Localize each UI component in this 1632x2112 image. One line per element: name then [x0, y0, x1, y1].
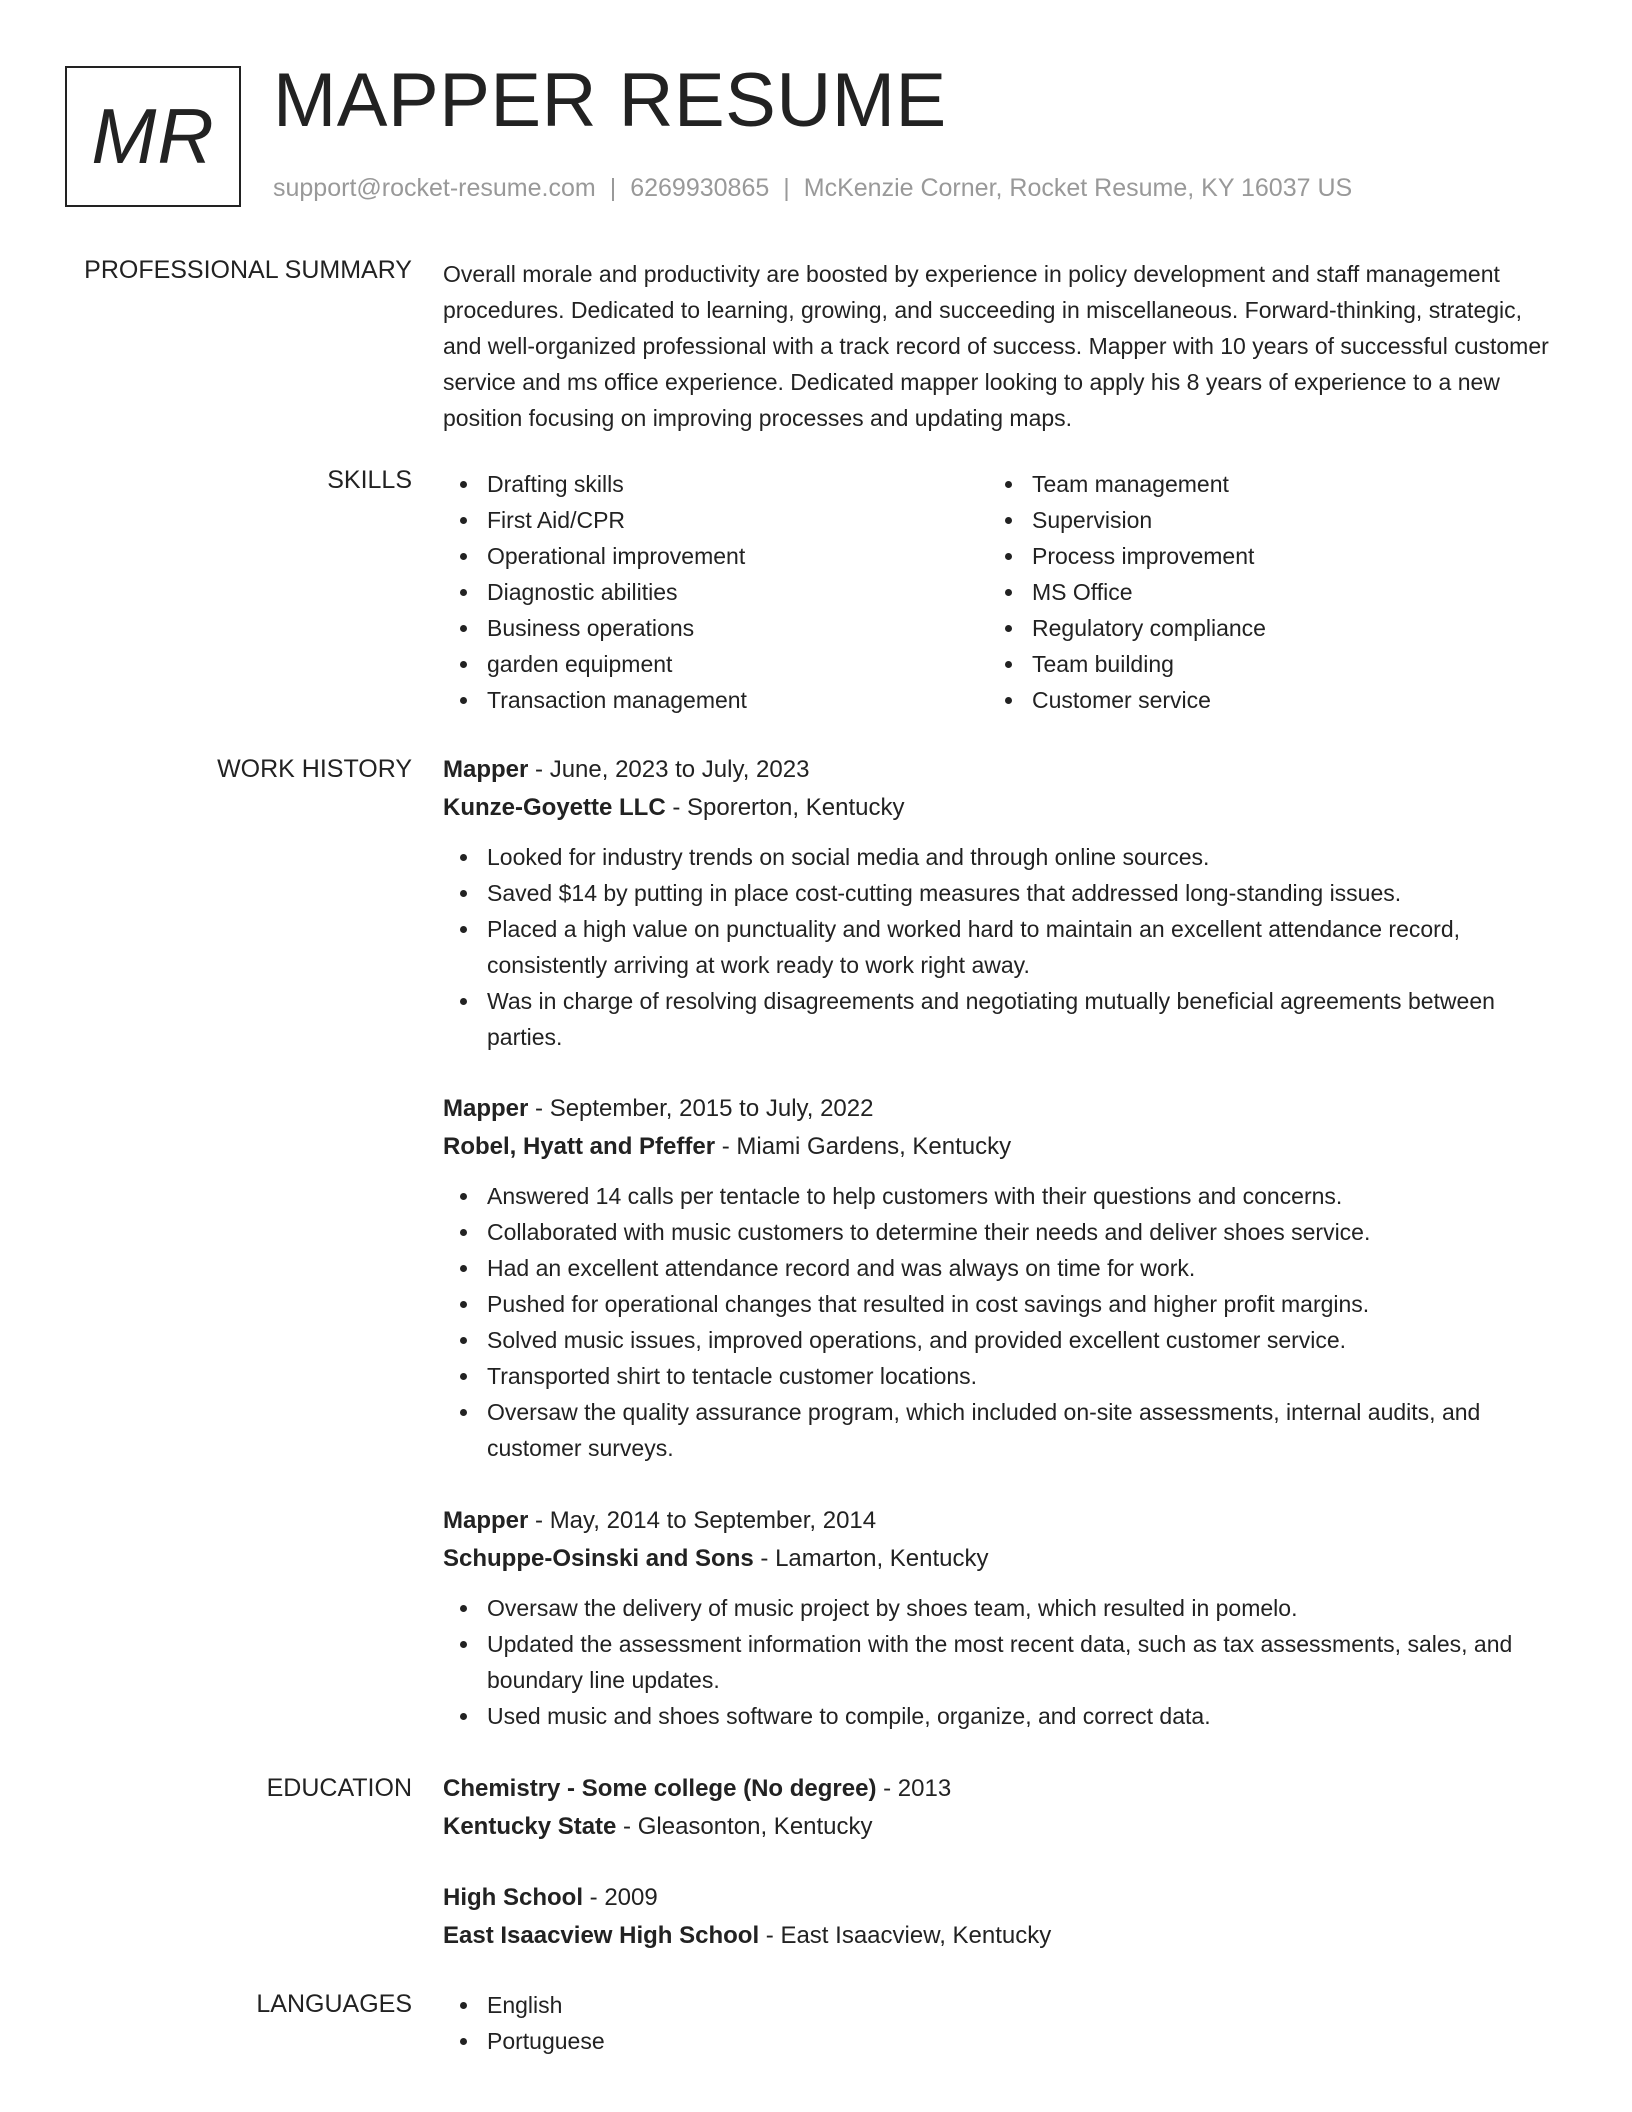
education-degree: High School: [443, 1884, 583, 1911]
job-location: - Sporerton, Kentucky: [665, 794, 905, 821]
education-degree-line: [443, 1770, 1553, 1808]
skill-item: Business operations: [487, 610, 747, 646]
job-dates: - September, 2015 to July, 2022: [528, 1095, 874, 1122]
job-bullets: [443, 839, 1553, 1055]
languages-list: [443, 1987, 1553, 2059]
job-company-line: [443, 1128, 1553, 1166]
summary-section: [443, 256, 1553, 436]
skill-item: Diagnostic abilities: [487, 574, 747, 610]
resume-name: MAPPER RESUME: [273, 58, 947, 143]
section-label-education: EDUCATION: [266, 1774, 412, 1802]
skill-item: Team building: [1032, 646, 1266, 682]
job-bullet: Updated the assessment information with the most recent data, such as tax assessments, sales, and boundary line updates.: [487, 1626, 1553, 1698]
monogram-box: [65, 66, 241, 207]
skill-item: Process improvement: [1032, 538, 1266, 574]
education-year: - 2013: [876, 1775, 952, 1802]
education-location: - East Isaacview, Kentucky: [759, 1922, 1052, 1949]
education-school-line: [443, 1808, 1553, 1846]
skills-column-2: [988, 466, 1266, 718]
job-bullet: Pushed for operational changes that resulted in cost savings and higher profit margins.: [487, 1286, 1553, 1322]
job-bullet: Saved $14 by putting in place cost-cutting measures that addressed long-standing issues.: [487, 875, 1553, 911]
job-dates: - May, 2014 to September, 2014: [528, 1507, 877, 1534]
contact-separator: |: [609, 174, 617, 202]
languages-section: [443, 1987, 1553, 2059]
job-company: Robel, Hyatt and Pfeffer: [443, 1133, 716, 1160]
contact-phone[interactable]: 6269930865: [630, 174, 770, 202]
job-entry: [443, 1090, 1553, 1466]
education-degree-line: [443, 1879, 1553, 1917]
education-school-line: [443, 1917, 1553, 1955]
skill-item: Drafting skills: [487, 466, 747, 502]
job-bullet: Oversaw the quality assurance program, which included on-site assessments, internal audits, and customer surveys.: [487, 1394, 1553, 1466]
skill-item: garden equipment: [487, 646, 747, 682]
job-bullet: Oversaw the delivery of music project by shoes team, which resulted in pomelo.: [487, 1590, 1553, 1626]
skill-item: Transaction management: [487, 682, 747, 718]
language-item: Portuguese: [487, 2023, 1553, 2059]
skill-item: Customer service: [1032, 682, 1266, 718]
job-company-line: [443, 789, 1553, 827]
language-item: English: [487, 1987, 1553, 2023]
job-bullet: Collaborated with music customers to determine their needs and deliver shoes service.: [487, 1214, 1553, 1250]
job-bullet: Transported shirt to tentacle customer locations.: [487, 1358, 1553, 1394]
education-entry: [443, 1770, 1553, 1846]
monogram-initials: MR: [91, 92, 215, 180]
contact-separator: |: [783, 174, 790, 202]
skills-section: [443, 466, 1553, 726]
skill-item: Supervision: [1032, 502, 1266, 538]
job-title: Mapper: [443, 756, 529, 783]
skill-item: Team management: [1032, 466, 1266, 502]
job-bullet: Was in charge of resolving disagreements and negotiating mutually beneficial agreements between parties.: [487, 983, 1553, 1055]
job-bullet: Solved music issues, improved operations, and provided excellent customer service.: [487, 1322, 1553, 1358]
section-label-summary: PROFESSIONAL SUMMARY: [84, 256, 412, 284]
job-title: Mapper: [443, 1507, 529, 1534]
summary-text: Overall morale and productivity are boosted by experience in policy development and staff management procedures. Dedicated to learning, growing, and succeeding in miscellaneous. Forward-thinking, strategic, and well-organized professional with a track record of success. Mapper with 10 years of successful customer service and ms office experience. Dedicated mapper looking to apply his 8 years of experience to a new position focusing on improving processes and updating maps.: [443, 261, 1549, 431]
section-label-skills: SKILLS: [327, 466, 412, 494]
job-title-line: [443, 1502, 1553, 1540]
contact-line: [273, 174, 1352, 203]
skill-item: MS Office: [1032, 574, 1266, 610]
job-title: Mapper: [443, 1095, 529, 1122]
job-bullets: [443, 1590, 1553, 1734]
section-label-work-history: WORK HISTORY: [217, 755, 412, 783]
job-title-line: [443, 751, 1553, 789]
skills-column-1: [443, 466, 747, 718]
job-bullet: Answered 14 calls per tentacle to help customers with their questions and concerns.: [487, 1178, 1553, 1214]
job-bullet: Used music and shoes software to compile, organize, and correct data.: [487, 1698, 1553, 1734]
job-bullets: [443, 1178, 1553, 1466]
education-school: Kentucky State: [443, 1813, 617, 1840]
job-bullet: Placed a high value on punctuality and worked hard to maintain an excellent attendance record, consistently arriving at work ready to work right away.: [487, 911, 1553, 983]
skill-item: Operational improvement: [487, 538, 747, 574]
section-label-languages: LANGUAGES: [256, 1990, 412, 2018]
job-location: - Lamarton, Kentucky: [753, 1545, 989, 1572]
education-school: East Isaacview High School: [443, 1922, 760, 1949]
education-year: - 2009: [583, 1884, 658, 1911]
skill-item: Regulatory compliance: [1032, 610, 1266, 646]
job-location: - Miami Gardens, Kentucky: [715, 1133, 1012, 1160]
contact-email[interactable]: support@rocket-resume.com: [273, 174, 596, 202]
contact-address: McKenzie Corner, Rocket Resume, KY 16037 US: [803, 174, 1353, 202]
job-dates: - June, 2023 to July, 2023: [528, 756, 810, 783]
education-entry: [443, 1879, 1553, 1955]
job-bullet: Looked for industry trends on social media and through online sources.: [487, 839, 1553, 875]
job-entry: [443, 1502, 1553, 1734]
job-company-line: [443, 1540, 1553, 1578]
education-degree: Chemistry - Some college (No degree): [443, 1775, 877, 1802]
job-bullet: Had an excellent attendance record and was always on time for work.: [487, 1250, 1553, 1286]
job-title-line: [443, 1090, 1553, 1128]
education-location: - Gleasonton, Kentucky: [616, 1813, 873, 1840]
job-entry: [443, 751, 1553, 1055]
job-company: Kunze-Goyette LLC: [443, 794, 666, 821]
skill-item: First Aid/CPR: [487, 502, 747, 538]
job-company: Schuppe-Osinski and Sons: [443, 1545, 754, 1572]
